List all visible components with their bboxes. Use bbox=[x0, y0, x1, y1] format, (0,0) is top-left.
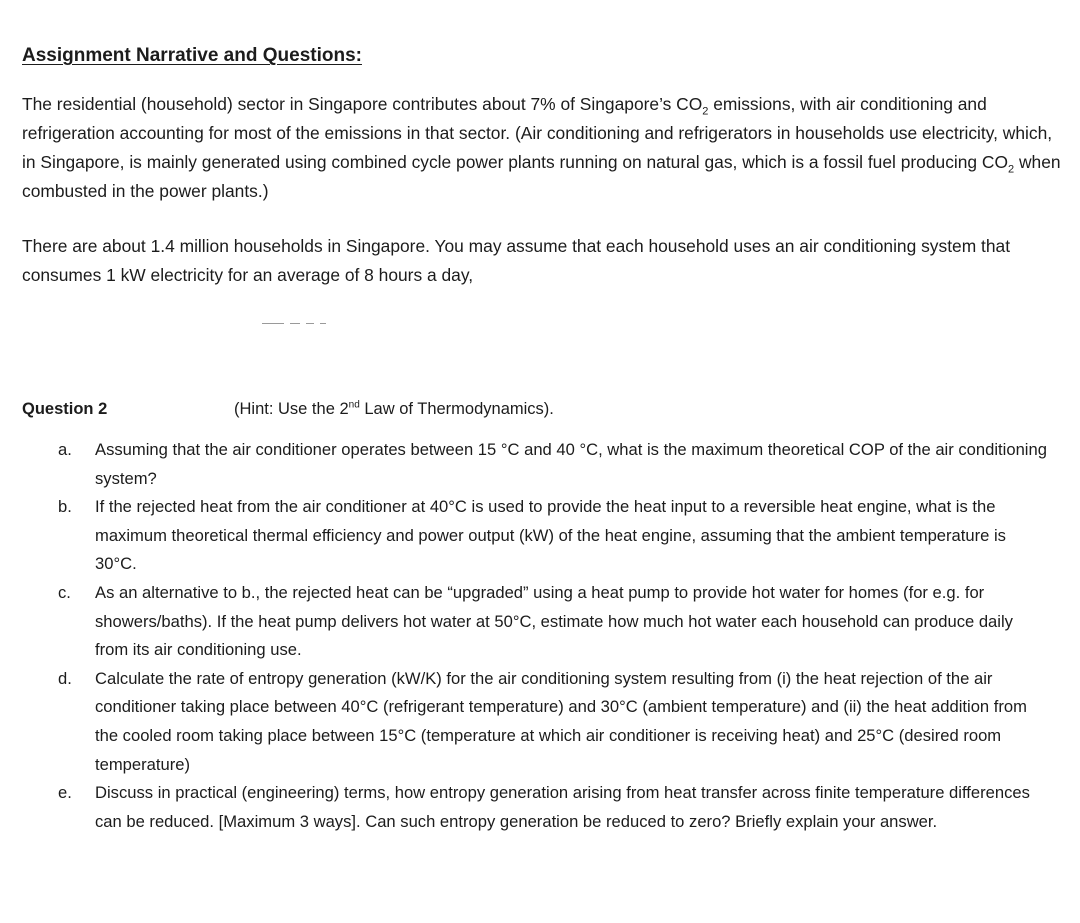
assignment-heading: Assignment Narrative and Questions: bbox=[22, 45, 362, 66]
question-item-d bbox=[58, 665, 1048, 779]
hint-part-b: Law of Thermodynamics). bbox=[359, 400, 554, 418]
question-hint bbox=[234, 395, 554, 423]
item-letter: e. bbox=[58, 783, 72, 803]
hint-part-a: (Hint: Use the 2 bbox=[234, 400, 349, 418]
co2-subscript: 2 bbox=[702, 105, 709, 118]
item-text: Assuming that the air conditioner operates between 15 °C and 40 °C, what is the maximum theoretical COP of the air conditioning system? bbox=[95, 440, 1047, 488]
item-letter: b. bbox=[58, 497, 72, 517]
faint-scan-mark bbox=[262, 323, 357, 326]
item-letter: d. bbox=[58, 668, 72, 688]
hint-superscript: nd bbox=[348, 399, 360, 411]
question-list bbox=[58, 436, 1048, 836]
item-letter: c. bbox=[58, 582, 71, 602]
co2-subscript: 2 bbox=[1008, 163, 1015, 176]
item-text: Calculate the rate of entropy generation (kW/K) for the air conditioning system resulting from (i) the heat rejection of the air conditioner taking place between 40°C (refrigerant temperature) and 30°C (ambient temperature) and (ii) the heat addition from the cooled room taking place between 15°C (temperature at which air conditioner is receiving heat) and 25°C (desired room temperature) bbox=[95, 668, 1027, 774]
question-label: Question 2 bbox=[22, 400, 108, 418]
narrative-p1-part-b: emissions, with air conditioning and refrigeration accounting for most of the emissions in that sector. (Air conditioning and refrigerators in households use electricity, which, in Singapore, is mainly generated using combined cycle power plants running on natural gas, which is a fossil fuel producing CO bbox=[22, 94, 1053, 172]
question-item-c bbox=[58, 579, 1048, 665]
narrative-paragraph-2: There are about 1.4 million households in Singapore. You may assume that each household uses an air conditioning system that consumes 1 kW electricity for an average of 8 hours a day, bbox=[22, 236, 1011, 285]
narrative-p1-part-c: when combusted in the power plants.) bbox=[22, 152, 1061, 201]
narrative-p1-part-a: The residential (household) sector in Singapore contributes about 7% of Singapore’s CO bbox=[22, 94, 703, 114]
item-letter: a. bbox=[58, 440, 72, 459]
question-item-a bbox=[58, 436, 1048, 493]
document-page bbox=[22, 42, 1062, 290]
item-text: If the rejected heat from the air conditioner at 40°C is used to provide the heat input to a reversible heat engine, what is the maximum theoretical thermal efficiency and power output (kW) of the heat engine, assuming that the ambient temperature is 30°C. bbox=[95, 497, 1006, 574]
item-text: As an alternative to b., the rejected heat can be “upgraded” using a heat pump to provide hot water for homes (for e.g. for showers/baths). If the heat pump delivers hot water at 50°C, estimate how much hot water each household can produce daily from its air conditioning use. bbox=[95, 582, 1013, 660]
question-item-b bbox=[58, 493, 1048, 579]
question-item-e bbox=[58, 779, 1048, 836]
item-text: Discuss in practical (engineering) terms, how entropy generation arising from heat transfer across finite temperature differences can be reduced. [Maximum 3 ways]. Can such entropy generation be reduced to zero? Briefly explain your answer. bbox=[95, 783, 1030, 831]
narrative-paragraph-1 bbox=[22, 90, 1062, 206]
